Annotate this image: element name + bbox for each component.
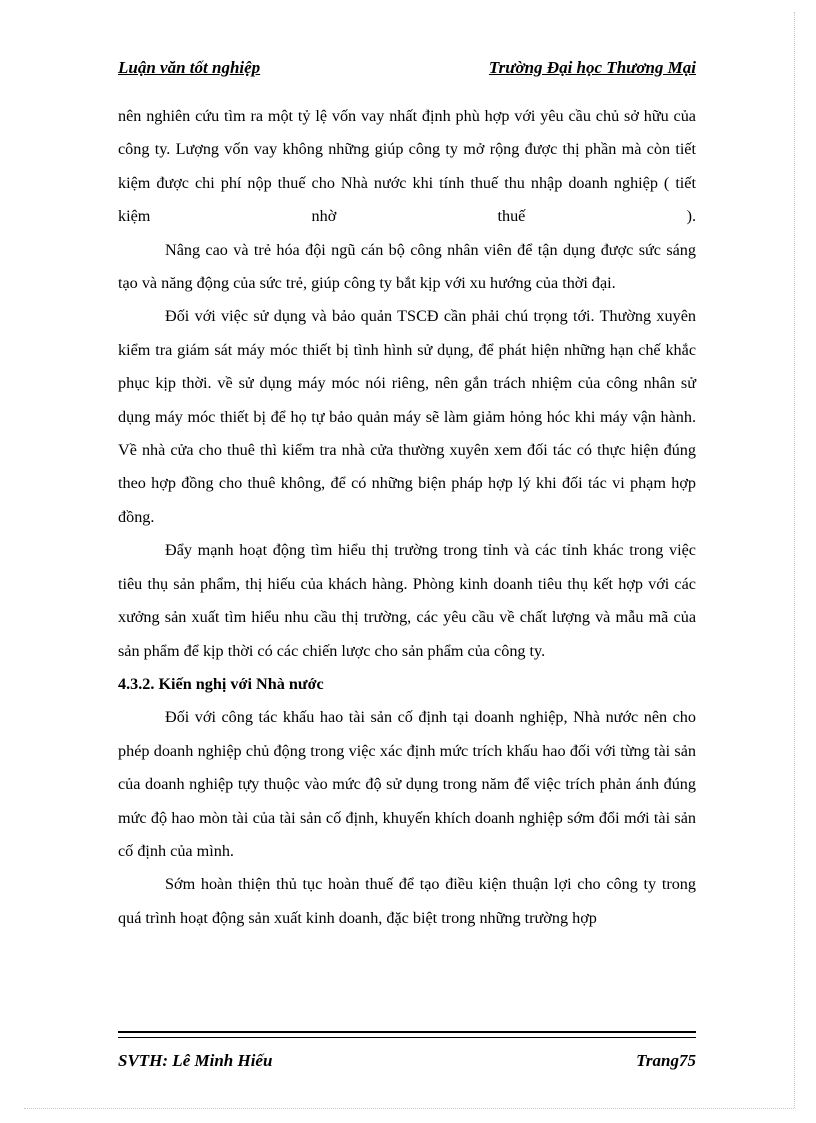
paragraph-staff-rejuvenation: Nâng cao và trẻ hóa đội ngũ cán bộ công nhân viên để tận dụng được sức sáng tạo và năng động của sức trẻ, giúp công ty bắt kịp với xu hướng của thời đại. — [118, 240, 696, 293]
footer-rule-thin — [118, 1037, 696, 1038]
page-edge-right — [794, 12, 795, 1108]
footer-author: SVTH: Lê Minh Hiếu — [118, 1051, 273, 1070]
paragraph-depreciation: Đối với công tác khấu hao tài sản cố định tại doanh nghiệp, Nhà nước nên cho phép doanh nghiệp chủ động trong việc xác định mức trích khấu hao đối với từng tài sản của doanh nghiệp tựy thuộc vào mức độ sử dụng trong năm để việc trích phản ánh đúng mức độ hao mòn tài của tài sản cố định, khuyến khích doanh nghiệp sớm đổi mới tài sản cố định của mình. — [118, 708, 696, 860]
paragraph-market-research: Đẩy mạnh hoạt động tìm hiểu thị trường trong tỉnh và các tỉnh khác trong việc tiêu thụ sản phẩm, thị hiếu của khách hàng. Phòng kinh doanh tiêu thụ kết hợp với các xưởng sản xuất tìm hiểu nhu cầu thị trường, các yêu cầu về chất lượng và mẫu mã của sản phẩm để kịp thời có các chiến lược cho sản phẩm của công ty. — [118, 541, 696, 660]
footer-rule-thick — [118, 1031, 696, 1033]
footer-page-number: Trang75 — [636, 1051, 696, 1070]
paragraph-tax-refund: Sớm hoàn thiện thủ tục hoàn thuế để tạo điều kiện thuận lợi cho công ty trong quá trình hoạt động sản xuất kinh doanh, đặc biệt trong những trường hợp — [118, 875, 696, 927]
header-university-name: Trường Đại học Thương Mại — [488, 58, 696, 77]
page-footer — [118, 1049, 696, 1073]
page-body — [118, 100, 696, 935]
page-header — [118, 52, 696, 78]
section-heading: 4.3.2. Kiến nghị với Nhà nước — [118, 674, 324, 693]
page-edge-bottom — [24, 1108, 794, 1109]
header-thesis-label: Luận văn tốt nghiệp — [118, 58, 261, 77]
paragraph-loan-ratio: nên nghiên cứu tìm ra một tỷ lệ vốn vay nhất định phù hợp với yêu cầu chủ sở hữu của công ty. Lượng vốn vay không những giúp công ty mở rộng được thị phần mà còn tiết kiệm được chi phí nộp thuế cho Nhà nước khi tính thuế thu nhập doanh nghiệp ( tiết kiệm nhờ thuế ). — [118, 107, 696, 226]
paragraph-fixed-assets: Đối với việc sử dụng và bảo quản TSCĐ cần phải chú trọng tới. Thường xuyên kiểm tra giám sát máy móc thiết bị tình hình sử dụng, để phát hiện những hạn chế khắc phục kịp thời. về sử dụng máy móc nói riêng, nên gắn trách nhiệm của công nhân sử dụng máy móc thiết bị để họ tự bảo quản máy sẽ làm giảm hỏng hóc khi máy vận hành. Về nhà cửa cho thuê thì kiểm tra nhà cửa thường xuyên xem đối tác có thực hiện đúng theo hợp đồng cho thuê không, để có những biện pháp hợp lý khi đối tác vi phạm hợp đồng. — [118, 307, 696, 526]
